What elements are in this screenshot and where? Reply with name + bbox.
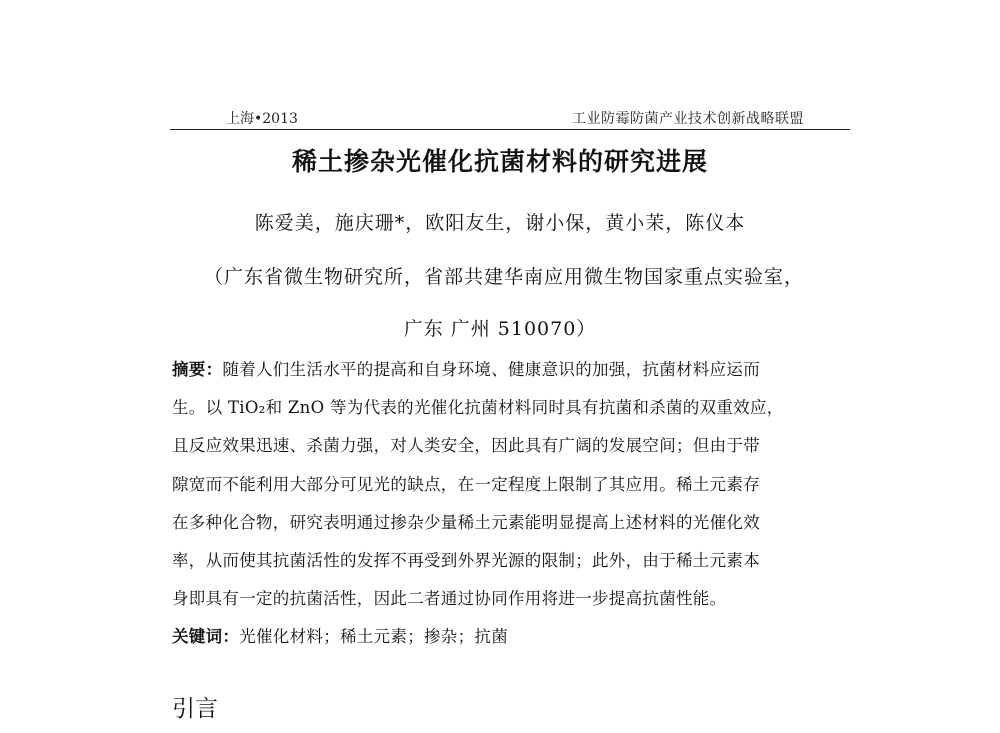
author-list: 陈爱美，施庆珊*，欧阳友生，谢小保，黄小茉，陈仪本 (254, 212, 746, 234)
running-header-right: 工业防霉防菌产业技术创新战略联盟 (572, 111, 804, 127)
section-heading-introduction: 引言 (172, 696, 218, 722)
abstract-line: 隙宽而不能利用大部分可见光的缺点，在一定程度上限制了其应用。稀土元素存 (172, 474, 760, 494)
abstract-line: 生。以 TiO₂和 ZnO 等为代表的光催化抗菌材料同时具有抗菌和杀菌的双重效应， (172, 398, 784, 418)
paper-title: 稀土掺杂光催化抗菌材料的研究进展 (291, 147, 708, 176)
abstract-line: 率，从而使其抗菌活性的发挥不再受到外界光源的限制；此外，由于稀土元素本 (172, 550, 760, 570)
running-header-left: 上海•2013 (226, 111, 298, 127)
abstract-line: 且反应效果迅速、杀菌力强，对人类安全，因此具有广阔的发展空间；但由于带 (172, 436, 760, 456)
abstract-label: 摘要： (172, 360, 223, 379)
abstract-line: 身即具有一定的抗菌活性，因此二者通过协同作用将进一步提高抗菌性能。 (172, 589, 727, 609)
abstract-text: 随着人们生活水平的提高和自身环境、健康意识的加强，抗菌材料应运而 (222, 360, 761, 379)
abstract-block (172, 355, 862, 622)
header-rule (170, 129, 850, 130)
affiliation-line-1: （广东省微生物研究所，省部共建华南应用微生物国家重点实验室， (204, 266, 805, 288)
affiliation-line-2: 广东 广州 510070） (403, 318, 597, 340)
keywords-label: 关键词： (172, 627, 240, 646)
abstract-line (172, 355, 862, 393)
keywords-line (172, 623, 508, 647)
abstract-line: 在多种化合物，研究表明通过掺杂少量稀土元素能明显提高上述材料的光催化效 (172, 512, 760, 532)
keywords-text: 光催化材料；稀土元素；掺杂；抗菌 (239, 627, 509, 646)
